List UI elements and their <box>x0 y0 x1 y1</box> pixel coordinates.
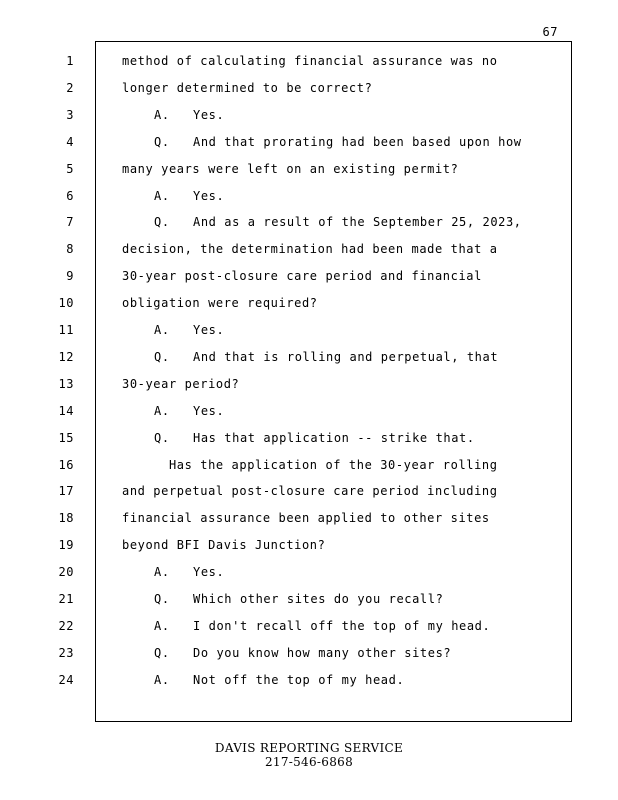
footer-company: DAVIS REPORTING SERVICE <box>214 741 404 755</box>
line-content: and perpetual post-closure care period including <box>122 484 498 499</box>
line-content: Has the application of the 30-year rolling <box>122 457 498 472</box>
line-text <box>154 562 224 582</box>
transcript-line <box>0 428 618 448</box>
line-content: obligation were required? <box>122 296 318 311</box>
transcript-line <box>0 589 618 609</box>
transcript-line <box>0 643 618 663</box>
line-text <box>154 401 224 421</box>
line-number: 2 <box>66 80 74 95</box>
line-content: I don't recall off the top of my head. <box>193 618 491 633</box>
line-content: 30-year period? <box>122 376 240 391</box>
line-text <box>122 159 458 179</box>
line-content: Yes. <box>193 403 225 418</box>
line-text <box>122 508 490 528</box>
line-number: 6 <box>66 188 74 203</box>
line-number: 23 <box>58 645 74 660</box>
line-number: 14 <box>58 403 74 418</box>
line-number: 4 <box>66 134 74 149</box>
line-content: many years were left on an existing permit? <box>122 161 459 176</box>
answer-label: A. <box>154 403 170 418</box>
line-text <box>154 320 224 340</box>
transcript-line <box>0 293 618 313</box>
line-number: 11 <box>58 323 74 337</box>
transcript-line <box>0 239 618 259</box>
line-content: beyond BFI Davis Junction? <box>122 538 326 553</box>
line-content: Not off the top of my head. <box>193 672 405 687</box>
line-text <box>154 347 498 367</box>
transcript-line <box>0 105 618 125</box>
question-label: Q. <box>154 349 170 364</box>
line-text <box>154 589 443 609</box>
line-content: And that prorating had been based upon how <box>193 134 522 149</box>
answer-label: A. <box>154 618 170 633</box>
answer-label: A. <box>154 188 170 203</box>
line-number: 16 <box>58 457 74 472</box>
answer-label: A. <box>154 565 170 580</box>
line-number: 9 <box>66 269 74 284</box>
line-text <box>122 78 372 98</box>
line-content: Which other sites do you recall? <box>193 592 444 606</box>
line-content: financial assurance been applied to other sites <box>122 511 490 526</box>
line-number: 20 <box>58 565 74 580</box>
transcript-line <box>0 347 618 367</box>
line-number: 5 <box>66 161 74 176</box>
line-text <box>154 132 522 152</box>
line-number: 13 <box>58 376 74 391</box>
line-content: Yes. <box>193 188 225 203</box>
line-content: Yes. <box>193 107 225 122</box>
line-content: And as a result of the September 25, 2023, <box>193 215 522 230</box>
line-text <box>154 105 224 125</box>
line-text <box>154 186 224 206</box>
transcript-line <box>0 266 618 286</box>
line-number: 15 <box>58 430 74 445</box>
transcript-line <box>0 212 618 232</box>
line-number: 24 <box>58 672 74 687</box>
line-text <box>122 293 318 313</box>
footer-phone: 217-546-6868 <box>264 755 354 769</box>
transcript-line <box>0 616 618 636</box>
line-text <box>122 239 498 259</box>
transcript-line <box>0 186 618 206</box>
line-content: Yes. <box>193 565 225 580</box>
answer-label: A. <box>154 672 170 687</box>
line-text <box>122 266 482 286</box>
line-number: 21 <box>58 592 74 606</box>
question-label: Q. <box>154 134 170 149</box>
page-number: 67 <box>542 25 558 39</box>
transcript-line <box>0 51 618 71</box>
line-text <box>122 51 498 71</box>
line-number: 17 <box>58 484 74 499</box>
line-content: 30-year post-closure care period and financial <box>122 269 482 284</box>
line-number: 19 <box>58 538 74 553</box>
line-number: 18 <box>58 511 74 526</box>
transcript-line <box>0 535 618 555</box>
line-number: 7 <box>66 215 74 230</box>
question-label: Q. <box>154 645 170 660</box>
answer-label: A. <box>154 107 170 122</box>
line-text <box>122 535 325 555</box>
question-label: Q. <box>154 215 170 230</box>
line-text <box>122 455 498 475</box>
line-content: method of calculating financial assurance was no <box>122 54 498 68</box>
transcript-line <box>0 320 618 340</box>
transcript-line <box>0 455 618 475</box>
line-text <box>154 643 451 663</box>
transcript-line <box>0 508 618 528</box>
transcript-line <box>0 670 618 690</box>
transcript-line <box>0 401 618 421</box>
line-number: 12 <box>58 349 74 364</box>
line-text <box>122 481 498 501</box>
line-number: 22 <box>58 618 74 633</box>
question-label: Q. <box>154 592 170 606</box>
line-content: longer determined to be correct? <box>122 80 373 95</box>
transcript-line <box>0 374 618 394</box>
answer-label: A. <box>154 323 170 337</box>
line-text <box>122 374 239 394</box>
line-content: decision, the determination had been made that a <box>122 242 498 257</box>
line-content: Has that application -- strike that. <box>193 430 475 445</box>
line-content: Yes. <box>193 323 225 337</box>
question-label: Q. <box>154 430 170 445</box>
line-number: 8 <box>66 242 74 257</box>
transcript-line <box>0 562 618 582</box>
transcript-line <box>0 78 618 98</box>
line-number: 3 <box>66 107 74 122</box>
transcript-line <box>0 159 618 179</box>
transcript-line <box>0 481 618 501</box>
line-content: And that is rolling and perpetual, that <box>193 349 499 364</box>
line-content: Do you know how many other sites? <box>193 645 452 660</box>
line-text <box>154 428 475 448</box>
line-text <box>154 212 522 232</box>
line-text <box>154 616 490 636</box>
transcript-line <box>0 132 618 152</box>
line-number: 10 <box>58 296 74 311</box>
line-number: 1 <box>66 54 74 68</box>
line-text <box>154 670 404 690</box>
